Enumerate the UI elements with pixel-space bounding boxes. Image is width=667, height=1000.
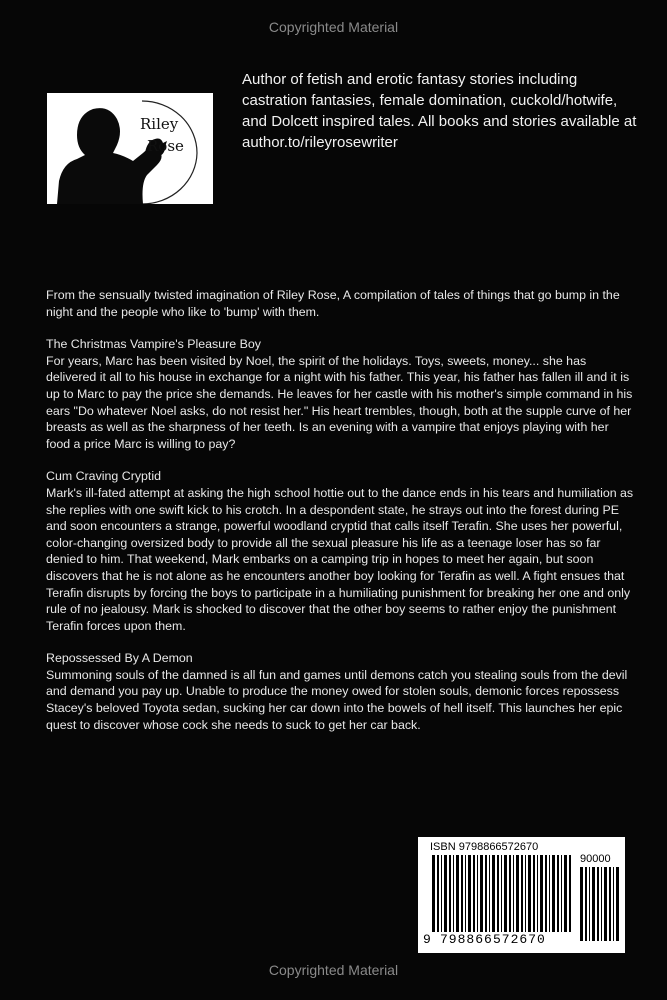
story-title: Repossessed By A Demon [46, 651, 193, 666]
barcode-bar [480, 855, 483, 932]
barcode-bar [456, 855, 459, 932]
story-title: The Christmas Vampire's Pleasure Boy [46, 337, 261, 352]
barcode-bar [468, 855, 471, 932]
barcode-bar [533, 855, 535, 932]
isbn-barcode [418, 837, 625, 953]
story-description: For years, Marc has been visited by Noel, the spirit of the holidays. Toys, sweets, money... she has delivered it all to his house in exchange for a night with his father. This year, his father has fallen ill and it is up to Marc to pay the price she demands. He leaves for her castle with his mother's simple command in his ears "Do whatever Noel asks, do not resist her." His heart trembles, though, both at the supple curve of her breasts as well as the sharpness of her teeth. Is an evening with a vampire that enjoys playing with her food a price Marc is willing to pay? [46, 353, 633, 451]
barcode-bar [616, 867, 619, 941]
barcode-bar [485, 855, 487, 932]
barcode-bar [501, 855, 502, 932]
barcode-bar [592, 867, 595, 941]
barcode-bar [509, 855, 511, 932]
barcode-bar [557, 855, 559, 932]
author-bio: Author of fetish and erotic fantasy stories including castration fantasies, female domination, cuckold/hotwife, and Dolcett inspired tales. All books and stories available at author.to/rileyrosewriter [242, 71, 637, 151]
barcode-bar [441, 855, 442, 932]
barcode-bar [453, 855, 454, 932]
barcode-bar [444, 855, 447, 932]
barcode-bar [477, 855, 478, 932]
barcode-bar [604, 867, 607, 941]
barcode-bar [492, 855, 495, 932]
story-block [46, 650, 636, 733]
author-logo [47, 93, 213, 204]
barcode-bar [552, 855, 555, 932]
barcode-bar [609, 867, 611, 941]
barcode-bar [525, 855, 526, 932]
barcode-bar [597, 867, 599, 941]
barcode-bar [465, 855, 466, 932]
barcode-bar [513, 855, 514, 932]
barcode-bar [613, 867, 614, 941]
price-code: 90000 [580, 853, 611, 865]
barcode-bar [601, 867, 602, 941]
copyright-watermark-top: Copyrighted Material [268, 19, 399, 35]
barcode-bar [489, 855, 490, 932]
barcode-bar [461, 855, 463, 932]
barcode-bar [589, 867, 590, 941]
barcode-bar [432, 855, 435, 932]
barcode-bar [545, 855, 547, 932]
silhouette-illustration [47, 93, 213, 204]
barcode-digits-left: 798866 [440, 932, 493, 947]
barcode-bar [549, 855, 550, 932]
barcode-bar [528, 855, 531, 932]
barcode-bar [521, 855, 523, 932]
story-block [46, 336, 636, 452]
barcode-bar [564, 855, 567, 932]
barcode-bar [437, 855, 439, 932]
logo-text-rose: Rose [147, 137, 184, 155]
barcode-bar [540, 855, 543, 932]
barcode-bar [516, 855, 519, 932]
logo-text-riley: Riley [140, 115, 179, 133]
barcode-bar [580, 867, 583, 941]
barcode-bar [473, 855, 475, 932]
back-cover-blurb [46, 287, 636, 733]
story-title: Cum Craving Cryptid [46, 469, 161, 484]
barcode-bar [449, 855, 451, 932]
story-description: Summoning souls of the damned is all fun and games until demons catch you stealing souls from the devil and demand you pay up. Unable to produce the money owed for stolen souls, demonic forces repossess Stacey's beloved Toyota sedan, sucking her car down into the bowels of hell itself. This launches her epic quest to discover whose cock she needs to suck to get her car back. [46, 667, 628, 732]
barcode-bar [497, 855, 499, 932]
copyright-watermark-bottom: Copyrighted Material [268, 962, 399, 978]
intro-paragraph: From the sensually twisted imagination of Riley Rose, A compilation of tales of things that go bump in the night and the people who like to 'bump' with them. [46, 288, 620, 319]
barcode-bar [537, 855, 538, 932]
barcode-bar [569, 855, 571, 932]
barcode-digit-first: 9 [423, 932, 432, 947]
barcode-bar [561, 855, 562, 932]
barcode-bar [585, 867, 587, 941]
isbn-label: ISBN 9798866572670 [430, 841, 539, 853]
story-description: Mark's ill-fated attempt at asking the high school hottie out to the dance ends in his tears and humiliation as she replies with one swift kick to his crotch. In a despondent state, he strays out into the forest during PE and soon encounters a strange, powerful woodland cryptid that calls itself Terafin. She uses her powerful, color-changing oversized body to provide all the sexual pleasure his life as a teenage loser has so far denied to him. That weekend, Mark embarks on a camping trip in hopes to meet her again, but soon discovers that he is not alone as he encounters another boy looking for Terafin as well. A fight ensues that Terafin disrupts by forcing the boys to participate in a humiliating punishment for breaking her one and only rule of no jealousy. Mark is shocked to discover that the other boy seems to rather enjoy the punishment Terafin forces upon them. [46, 485, 634, 633]
story-block [46, 468, 636, 634]
barcode-bar [504, 855, 507, 932]
barcode-digits-right: 572670 [493, 932, 546, 947]
